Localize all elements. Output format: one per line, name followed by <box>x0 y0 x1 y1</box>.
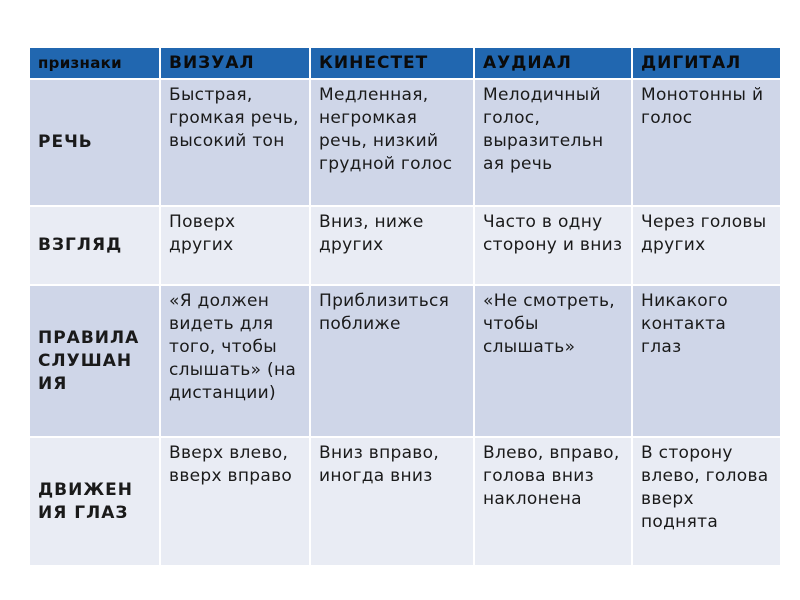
table-cell: Мелодичный голос, выразительн ая речь <box>474 79 632 206</box>
header-row <box>29 47 781 79</box>
header-cell-features: признаки <box>29 47 160 79</box>
row-label: ПРАВИЛА СЛУШАН ИЯ <box>29 285 160 437</box>
table-cell: Быстрая, громкая речь, высокий тон <box>160 79 310 206</box>
table-cell: Медленная, негромкая речь, низкий грудной голос <box>310 79 474 206</box>
table-row <box>29 206 781 285</box>
table-cell: Поверх других <box>160 206 310 285</box>
table-cell: В сторону влево, голова вверх поднята <box>632 437 781 566</box>
row-label: ВЗГЛЯД <box>29 206 160 285</box>
header-cell-visual: ВИЗУАЛ <box>160 47 310 79</box>
table-cell: Вниз, ниже других <box>310 206 474 285</box>
table-row <box>29 437 781 566</box>
table-cell: Вверх влево, вверх вправо <box>160 437 310 566</box>
row-label: РЕЧЬ <box>29 79 160 206</box>
table-cell: Никакого контакта глаз <box>632 285 781 437</box>
table-cell: «Я должен видеть для того, чтобы слышать» (на дистанции) <box>160 285 310 437</box>
header-cell-kinesthetic: КИНЕСТЕТ <box>310 47 474 79</box>
row-label: ДВИЖЕН ИЯ ГЛАЗ <box>29 437 160 566</box>
table-cell: Монотонны й голос <box>632 79 781 206</box>
table-cell: Вниз вправо, иногда вниз <box>310 437 474 566</box>
table-row <box>29 285 781 437</box>
table-cell: Влево, вправо, голова вниз наклонена <box>474 437 632 566</box>
table-cell: «Не смотреть, чтобы слышать» <box>474 285 632 437</box>
header-cell-audial: АУДИАЛ <box>474 47 632 79</box>
header-cell-digital: ДИГИТАЛ <box>632 47 781 79</box>
table-cell: Через головы других <box>632 206 781 285</box>
table-cell: Часто в одну сторону и вниз <box>474 206 632 285</box>
comparison-table <box>28 46 782 567</box>
table-row <box>29 79 781 206</box>
table-cell: Приблизиться поближе <box>310 285 474 437</box>
